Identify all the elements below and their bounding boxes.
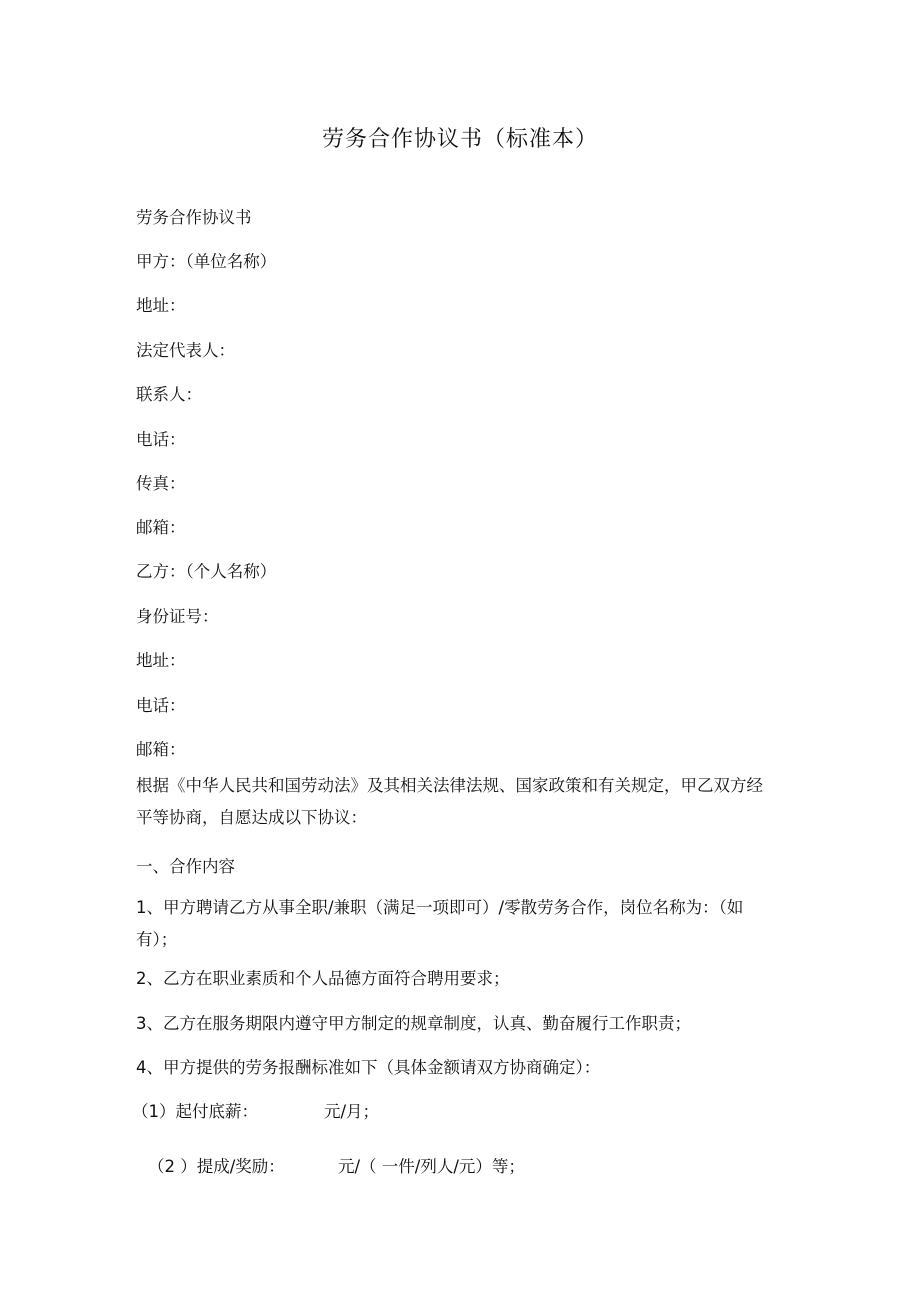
party-a-legal-rep: 法定代表人： bbox=[136, 341, 235, 360]
party-b-phone: 电话： bbox=[136, 696, 186, 715]
party-a-phone: 电话： bbox=[136, 430, 186, 449]
clause-1-1: 1、甲方聘请乙方从事全职/兼职（满足一项即可）/零散劳务合作，岗位名称为：（如有）； bbox=[136, 898, 744, 949]
clause-1-3: 3、乙方在服务期限内遵守甲方制定的规章制度，认真、勤奋履行工作职责； bbox=[136, 1014, 691, 1033]
clause-1-4-sub2-label: （2 ）提成/奖励： bbox=[148, 1157, 285, 1176]
clause-1-4-sub1-label: （1）起付底薪： bbox=[132, 1102, 258, 1121]
clause-1-4-sub1-value: 元/月； bbox=[324, 1102, 380, 1121]
clause-1-4-sub2-value: 元/（ 一件/列人/元）等； bbox=[338, 1157, 525, 1176]
clause-1-4: 4、甲方提供的劳务报酬标准如下（具体金额请双方协商确定）： bbox=[136, 1058, 601, 1077]
section-1-heading: 一、合作内容 bbox=[136, 857, 235, 876]
party-a-contact: 联系人： bbox=[136, 385, 202, 404]
party-b-id-number: 身份证号： bbox=[136, 607, 219, 626]
party-b-address: 地址： bbox=[136, 651, 186, 670]
party-b-label: 乙方：（个人名称） bbox=[136, 562, 277, 581]
clause-1-2: 2、乙方在职业素质和个人品德方面符合聘用要求； bbox=[136, 969, 510, 988]
party-a-fax: 传真： bbox=[136, 474, 186, 493]
party-b-email: 邮箱： bbox=[136, 740, 186, 759]
document-heading: 劳务合作协议书 bbox=[136, 208, 252, 227]
party-a-address: 地址： bbox=[136, 296, 186, 315]
document-title: 劳务合作协议书（标准本） bbox=[321, 127, 598, 152]
party-a-email: 邮箱： bbox=[136, 518, 186, 537]
preamble-paragraph: 根据《中华人民共和国劳动法》及其相关法律法规、国家政策和有关规定，甲乙双方经平等协商，自愿达成以下协议： bbox=[136, 776, 763, 827]
party-a-label: 甲方：（单位名称） bbox=[136, 252, 277, 271]
